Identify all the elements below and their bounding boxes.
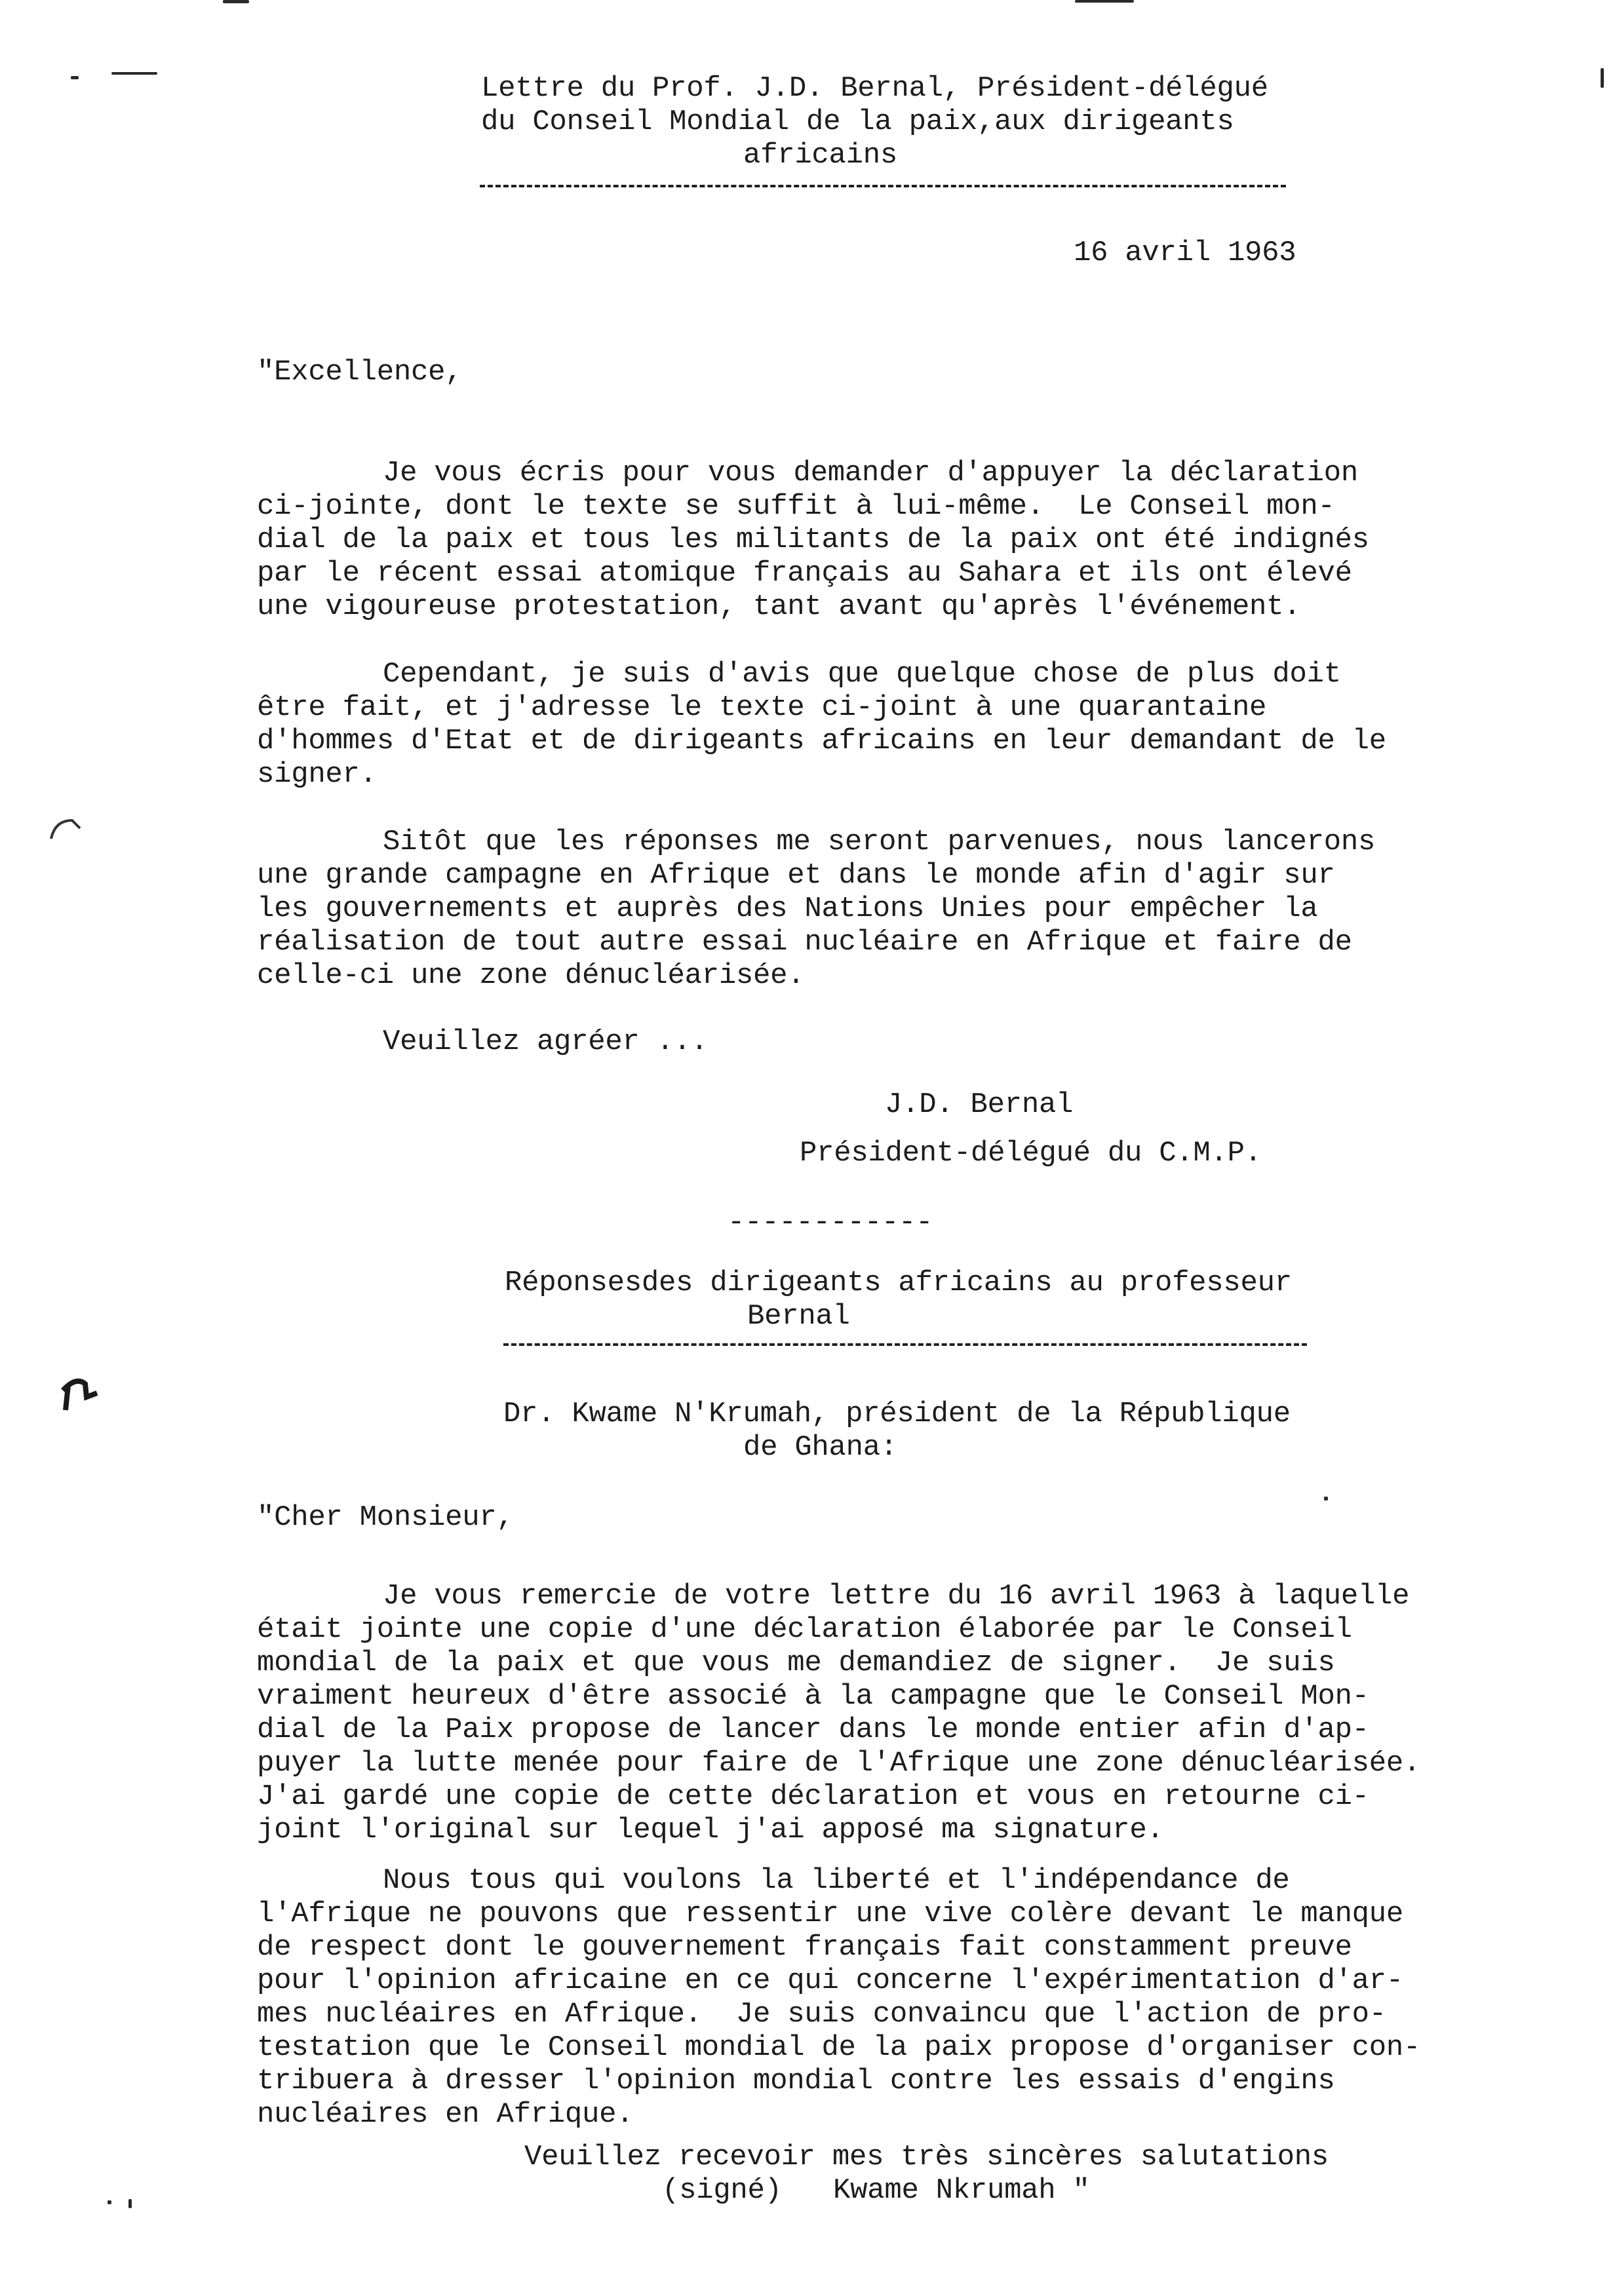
- text-line: tribuera à dresser l'opinion mondial contre les essais d'engins: [257, 2065, 1335, 2097]
- text-line: ci-jointe, dont le texte se suffit à lui-même. Le Conseil mon-: [257, 490, 1335, 523]
- text-line: être fait, et j'adresse le texte ci-joint à une quarantaine: [257, 691, 1267, 724]
- letter-title-line-2: du Conseil Mondial de la paix,aux dirigeants: [481, 105, 1234, 138]
- text-line: les gouvernements et auprès des Nations Unies pour empêcher la: [257, 892, 1318, 925]
- responses-underline: [503, 1343, 1307, 1346]
- text-line: une grande campagne en Afrique et dans le monde afin d'agir sur: [257, 859, 1335, 892]
- margin-scribble: [71, 76, 79, 79]
- text-line: dial de la paix et tous les militants de la paix ont été indignés: [257, 524, 1369, 556]
- signature-title: Président-délégué du C.M.P.: [800, 1137, 1262, 1170]
- letter-title-line-3: africains: [743, 139, 897, 172]
- signature-name: J.D. Bernal: [885, 1088, 1074, 1121]
- header-underline: [480, 185, 1286, 187]
- respondent-line-1: Dr. Kwame N'Krumah, président de la République: [503, 1398, 1291, 1430]
- letter-date: 16 avril 1963: [1074, 237, 1296, 269]
- letter-title-line-1: Lettre du Prof. J.D. Bernal, Président-délégué: [481, 72, 1268, 105]
- text-line: vraiment heureux d'être associé à la campagne que le Conseil Mon-: [257, 1680, 1369, 1713]
- text-line: dial de la Paix propose de lancer dans le monde entier afin d'ap-: [257, 1713, 1369, 1746]
- text-line: réalisation de tout autre essai nucléaire en Afrique et faire de: [257, 926, 1352, 959]
- stray-dot: [1324, 1497, 1328, 1501]
- letter-salutation: "Excellence,: [257, 356, 463, 389]
- text-line: de respect dont le gouvernement français fait constamment preuve: [257, 1931, 1352, 1964]
- respondent-line-2: de Ghana:: [743, 1431, 897, 1464]
- text-line: Nous tous qui voulons la liberté et l'indépendance de: [383, 1864, 1290, 1897]
- text-line: celle-ci une zone dénucléarisée.: [257, 959, 805, 992]
- reply-salutation: "Cher Monsieur,: [257, 1501, 514, 1534]
- reply-closing: Veuillez recevoir mes très sincères salutations: [524, 2141, 1329, 2173]
- responses-heading-line-1: Réponsesdes dirigeants africains au professeur: [505, 1267, 1292, 1299]
- text-line: Je vous remercie de votre lettre du 16 avril 1963 à laquelle: [383, 1580, 1410, 1613]
- right-edge-mark: [1601, 68, 1604, 88]
- text-line: mes nucléaires en Afrique. Je suis convaincu que l'action de pro-: [257, 1998, 1386, 2031]
- text-line: une vigoureuse protestation, tant avant qu'après l'événement.: [257, 590, 1301, 623]
- text-line: mondial de la paix et que vous me demandiez de signer. Je suis: [257, 1647, 1335, 1679]
- section-separator: ------------: [728, 1206, 933, 1239]
- top-edge-mark-right: [1075, 0, 1134, 3]
- margin-scribble: [111, 72, 157, 75]
- top-edge-mark: [223, 0, 249, 3]
- bottom-margin-mark: [128, 2199, 132, 2208]
- text-line: Je vous écris pour vous demander d'appuyer la déclaration: [383, 457, 1358, 489]
- text-line: puyer la lutte menée pour faire de l'Afrique une zone dénucléarisée.: [257, 1747, 1421, 1780]
- margin-hook-mark: [56, 1371, 109, 1417]
- text-line: par le récent essai atomique français au Sahara et ils ont élevé: [257, 557, 1352, 590]
- text-line: était jointe une copie d'une déclaration élaborée par le Conseil: [257, 1613, 1352, 1646]
- bottom-margin-mark: [107, 2200, 111, 2204]
- text-line: signer.: [257, 758, 377, 791]
- text-line: testation que le Conseil mondial de la paix propose d'organiser con-: [257, 2031, 1421, 2064]
- text-line: nucléaires en Afrique.: [257, 2098, 634, 2131]
- text-line: joint l'original sur lequel j'ai apposé ma signature.: [257, 1814, 1164, 1846]
- margin-arc-mark: [46, 815, 85, 841]
- text-line: Cependant, je suis d'avis que quelque chose de plus doit: [383, 658, 1341, 691]
- responses-heading-line-2: Bernal: [747, 1300, 850, 1333]
- text-line: d'hommes d'Etat et de dirigeants africains en leur demandant de le: [257, 725, 1386, 757]
- text-line: Sitôt que les réponses me seront parvenues, nous lancerons: [383, 826, 1376, 858]
- reply-signature: (signé) Kwame Nkrumah ": [662, 2174, 1090, 2207]
- letter-closing: Veuillez agréer ...: [383, 1025, 708, 1058]
- text-line: l'Afrique ne pouvons que ressentir une vive colère devant le manque: [257, 1898, 1403, 1930]
- text-line: J'ai gardé une copie de cette déclaration et vous en retourne ci-: [257, 1780, 1369, 1813]
- text-line: pour l'opinion africaine en ce qui concerne l'expérimentation d'ar-: [257, 1964, 1403, 1997]
